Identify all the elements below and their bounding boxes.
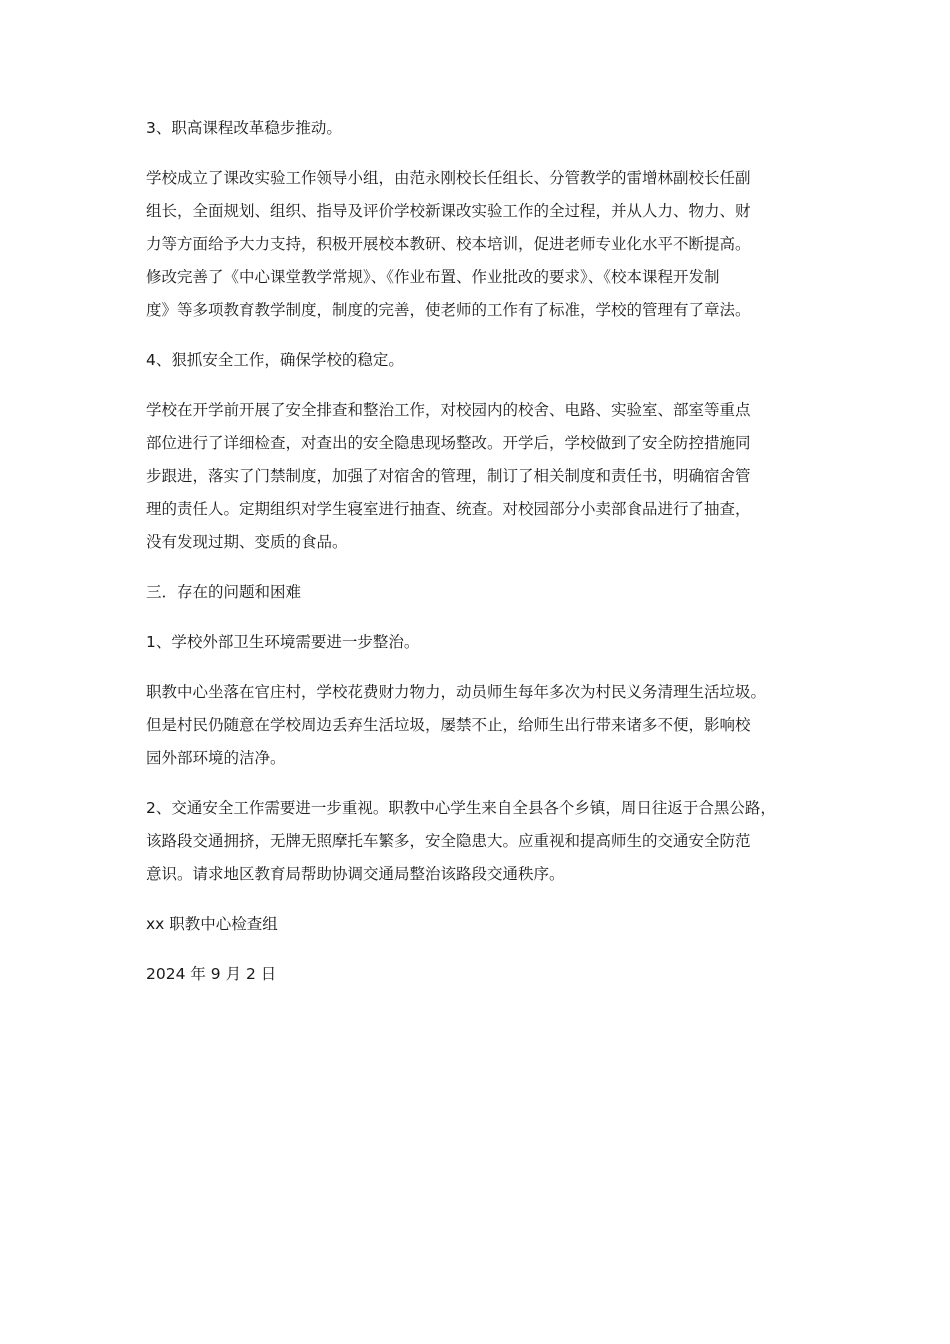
text-line: 学校在开学前开展了安全排查和整治工作，对校园内的校舍、电路、实验室、部室等重点 xyxy=(146,401,751,419)
problem2-paragraph xyxy=(146,792,811,891)
date: 2024 年 9 月 2 日 xyxy=(146,965,277,983)
text-line: 园外部环境的洁净。 xyxy=(146,749,286,767)
section3-heading: 3、职高课程改革稳步推动。 xyxy=(146,119,342,137)
problem1-heading: 1、学校外部卫生环境需要进一步整治。 xyxy=(146,633,420,651)
text-line: 2、交通安全工作需要进一步重视。职教中心学生来自全县各个乡镇，周日往返于合黑公路， xyxy=(146,799,776,817)
text-line: 该路段交通拥挤，无牌无照摩托车繁多，安全隐患大。应重视和提高师生的交通安全防范 xyxy=(146,832,751,850)
text-line: 没有发现过期、变质的食品。 xyxy=(146,533,348,551)
text-line: 部位进行了详细检查，对查出的安全隐患现场整改。开学后，学校做到了安全防控措施同 xyxy=(146,434,751,452)
section3-paragraph xyxy=(146,162,811,327)
text-line: 组长，全面规划、组织、指导及评价学校新课改实验工作的全过程，并从人力、物力、财 xyxy=(146,202,751,220)
text-line: 学校成立了课改实验工作领导小组，由范永刚校长任组长、分管教学的雷增林副校长任副 xyxy=(146,169,751,187)
signature: xx 职教中心检查组 xyxy=(146,915,278,933)
text-line: 但是村民仍随意在学校周边丢弃生活垃圾，屡禁不止，给师生出行带来诸多不便，影响校 xyxy=(146,716,751,734)
text-line: 意识。请求地区教育局帮助协调交通局整治该路段交通秩序。 xyxy=(146,865,565,883)
text-line: 步跟进，落实了门禁制度，加强了对宿舍的管理，制订了相关制度和责任书，明确宿舍管 xyxy=(146,467,751,485)
section4-heading: 4、狠抓安全工作，确保学校的稳定。 xyxy=(146,351,404,369)
text-line: 修改完善了《中心课堂教学常规》、《作业布置、作业批改的要求》、《校本课程开发制 xyxy=(146,268,720,286)
text-line: 度》等多项教育教学制度，制度的完善，使老师的工作有了标准，学校的管理有了章法。 xyxy=(146,301,751,319)
text-line: 力等方面给予大力支持，积极开展校本教研、校本培训，促进老师专业化水平不断提高。 xyxy=(146,235,751,253)
document-body xyxy=(146,112,811,991)
text-line: 职教中心坐落在官庄村，学校花费财力物力，动员师生每年多次为村民义务清理生活垃圾。 xyxy=(146,683,767,701)
text-line: 理的责任人。定期组织对学生寝室进行抽查、统查。对校园部分小卖部食品进行了抽查， xyxy=(146,500,751,518)
part3-heading: 三．存在的问题和困难 xyxy=(146,583,302,601)
section4-paragraph xyxy=(146,394,811,559)
problem1-paragraph xyxy=(146,676,811,775)
